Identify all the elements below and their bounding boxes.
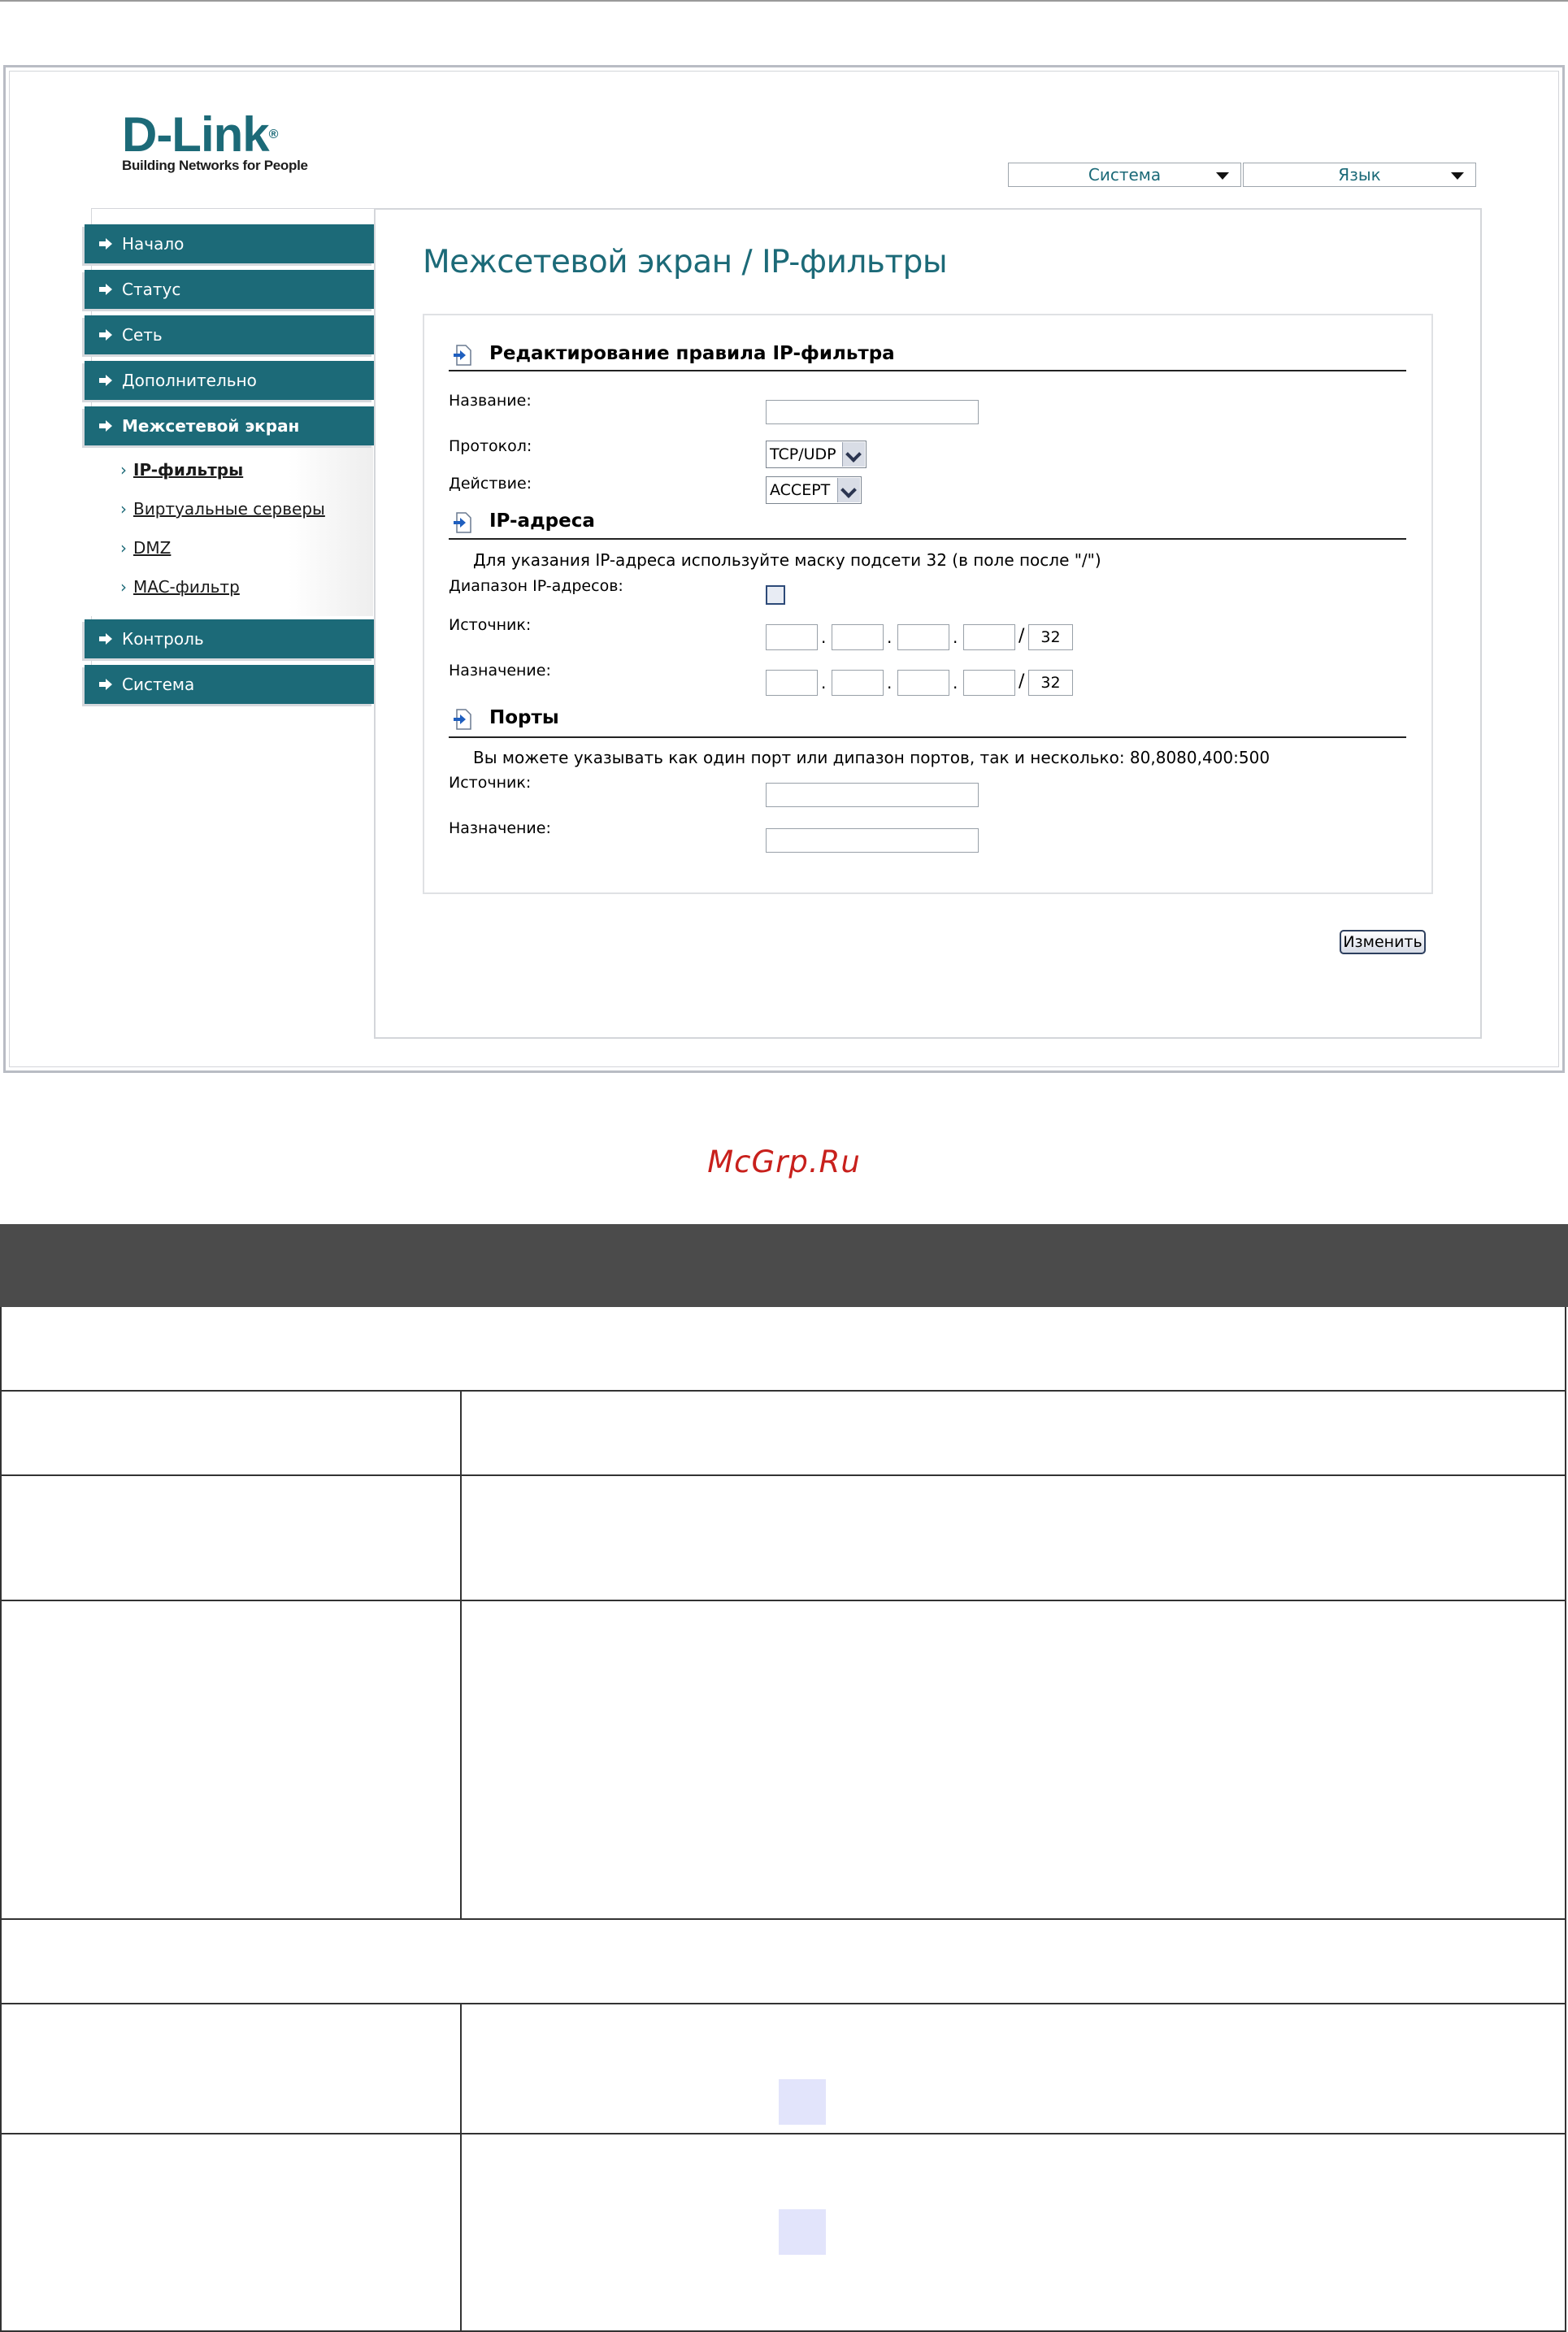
sidebar-subitem-mac-filter[interactable]: › MAC-фильтр bbox=[120, 577, 240, 597]
table-row bbox=[0, 1476, 1566, 1601]
action-select[interactable]: ACCEPT bbox=[766, 476, 862, 504]
arrow-right-icon bbox=[99, 375, 112, 386]
document-arrow-icon bbox=[454, 512, 471, 533]
system-dropdown[interactable]: Система bbox=[1008, 163, 1241, 187]
sidebar-item-firewall[interactable]: Межсетевой экран bbox=[85, 406, 374, 445]
dest-ip-octet-4[interactable] bbox=[963, 670, 1015, 696]
ip-hint: Для указания IP-адреса используйте маску подсети 32 (в поле после "/") bbox=[473, 550, 1101, 570]
section-divider bbox=[449, 736, 1406, 738]
name-input[interactable] bbox=[766, 400, 979, 424]
dot-separator: . bbox=[953, 628, 958, 647]
sidebar-item-home[interactable]: Начало bbox=[85, 224, 374, 263]
source-mask-input[interactable]: 32 bbox=[1028, 624, 1073, 650]
port-dest-label: Назначение: bbox=[449, 819, 551, 837]
port-dest-input[interactable] bbox=[766, 828, 979, 853]
logo-tagline: Building Networks for People bbox=[122, 158, 308, 173]
ports-hint: Вы можете указывать как один порт или дипазон портов, так и несколько: 80,8080,400:500 bbox=[473, 748, 1270, 767]
section-title-ports: Порты bbox=[489, 707, 559, 728]
dot-separator: . bbox=[821, 628, 827, 647]
source-ip-octet-2[interactable] bbox=[832, 624, 884, 650]
section-divider bbox=[449, 370, 1406, 371]
watermark: McGrp.Ru bbox=[707, 1144, 861, 1179]
language-dropdown[interactable]: Язык bbox=[1243, 163, 1476, 187]
logo-text: D-Link bbox=[122, 107, 269, 162]
dest-ip-octet-3[interactable] bbox=[897, 670, 949, 696]
chevron-down-icon bbox=[842, 442, 865, 467]
table-row bbox=[0, 2134, 1566, 2332]
dest-mask-input[interactable]: 32 bbox=[1028, 670, 1073, 696]
dot-separator: . bbox=[953, 673, 958, 693]
sidebar-item-network[interactable]: Сеть bbox=[85, 315, 374, 354]
ip-range-label: Диапазон IP-адресов: bbox=[449, 577, 623, 595]
source-ip-octet-4[interactable] bbox=[963, 624, 1015, 650]
source-ip-octet-1[interactable] bbox=[766, 624, 818, 650]
protocol-select[interactable]: TCP/UDP bbox=[766, 441, 867, 468]
table-header bbox=[0, 1224, 1568, 1307]
action-label: Действие: bbox=[449, 475, 532, 493]
change-button[interactable]: Изменить bbox=[1340, 930, 1426, 954]
chevron-down-icon bbox=[1451, 172, 1464, 180]
chevron-down-icon bbox=[1216, 172, 1229, 180]
arrow-right-icon bbox=[99, 238, 112, 250]
sidebar-subitem-dmz[interactable]: › DMZ bbox=[120, 538, 172, 558]
document-arrow-icon bbox=[454, 709, 471, 730]
arrow-right-icon bbox=[99, 679, 112, 690]
description-table bbox=[0, 1307, 1568, 2332]
sidebar-subitem-virtual-servers[interactable]: › Виртуальные серверы bbox=[120, 499, 325, 519]
page-title: Межсетевой экран / IP-фильтры bbox=[423, 244, 948, 280]
arrow-right-icon bbox=[99, 329, 112, 341]
table-row bbox=[0, 1392, 1566, 1476]
section-title-ip-addresses: IP-адреса bbox=[489, 510, 595, 532]
table-row bbox=[0, 2004, 1566, 2134]
sidebar-subitem-ip-filters[interactable]: › IP-фильтры bbox=[120, 460, 244, 480]
port-source-input[interactable] bbox=[766, 783, 979, 807]
dest-ip-octet-2[interactable] bbox=[832, 670, 884, 696]
document-arrow-icon bbox=[454, 345, 471, 366]
dot-separator: . bbox=[887, 673, 893, 693]
sidebar-item-status[interactable]: Статус bbox=[85, 270, 374, 309]
dot-separator: . bbox=[821, 673, 827, 693]
sidebar-item-system[interactable]: Система bbox=[85, 665, 374, 704]
ip-range-checkbox[interactable] bbox=[766, 585, 785, 605]
dest-ip-octet-1[interactable] bbox=[766, 670, 818, 696]
sidebar-item-advanced[interactable]: Дополнительно bbox=[85, 361, 374, 400]
source-ip-octet-3[interactable] bbox=[897, 624, 949, 650]
slash-separator: / bbox=[1019, 626, 1025, 646]
redaction-mark bbox=[779, 2209, 826, 2255]
dlink-logo: D-Link® Building Networks for People bbox=[122, 107, 308, 173]
arrow-right-icon bbox=[99, 420, 112, 432]
sidebar-item-control[interactable]: Контроль bbox=[85, 619, 374, 658]
name-label: Название: bbox=[449, 392, 532, 410]
section-divider bbox=[449, 538, 1406, 540]
table-row bbox=[0, 1307, 1566, 1392]
ip-source-label: Источник: bbox=[449, 616, 532, 634]
table-row bbox=[0, 1920, 1566, 2004]
arrow-right-icon bbox=[99, 633, 112, 645]
redaction-mark bbox=[779, 2079, 826, 2125]
arrow-right-icon bbox=[99, 284, 112, 295]
section-title-edit-rule: Редактирование правила IP-фильтра bbox=[489, 343, 895, 364]
port-source-label: Источник: bbox=[449, 774, 532, 792]
table-row bbox=[0, 1601, 1566, 1920]
dot-separator: . bbox=[887, 628, 893, 647]
slash-separator: / bbox=[1019, 671, 1025, 692]
chevron-down-icon bbox=[837, 478, 860, 502]
ip-dest-label: Назначение: bbox=[449, 662, 551, 680]
top-rule bbox=[0, 0, 1568, 2]
protocol-label: Протокол: bbox=[449, 437, 532, 455]
